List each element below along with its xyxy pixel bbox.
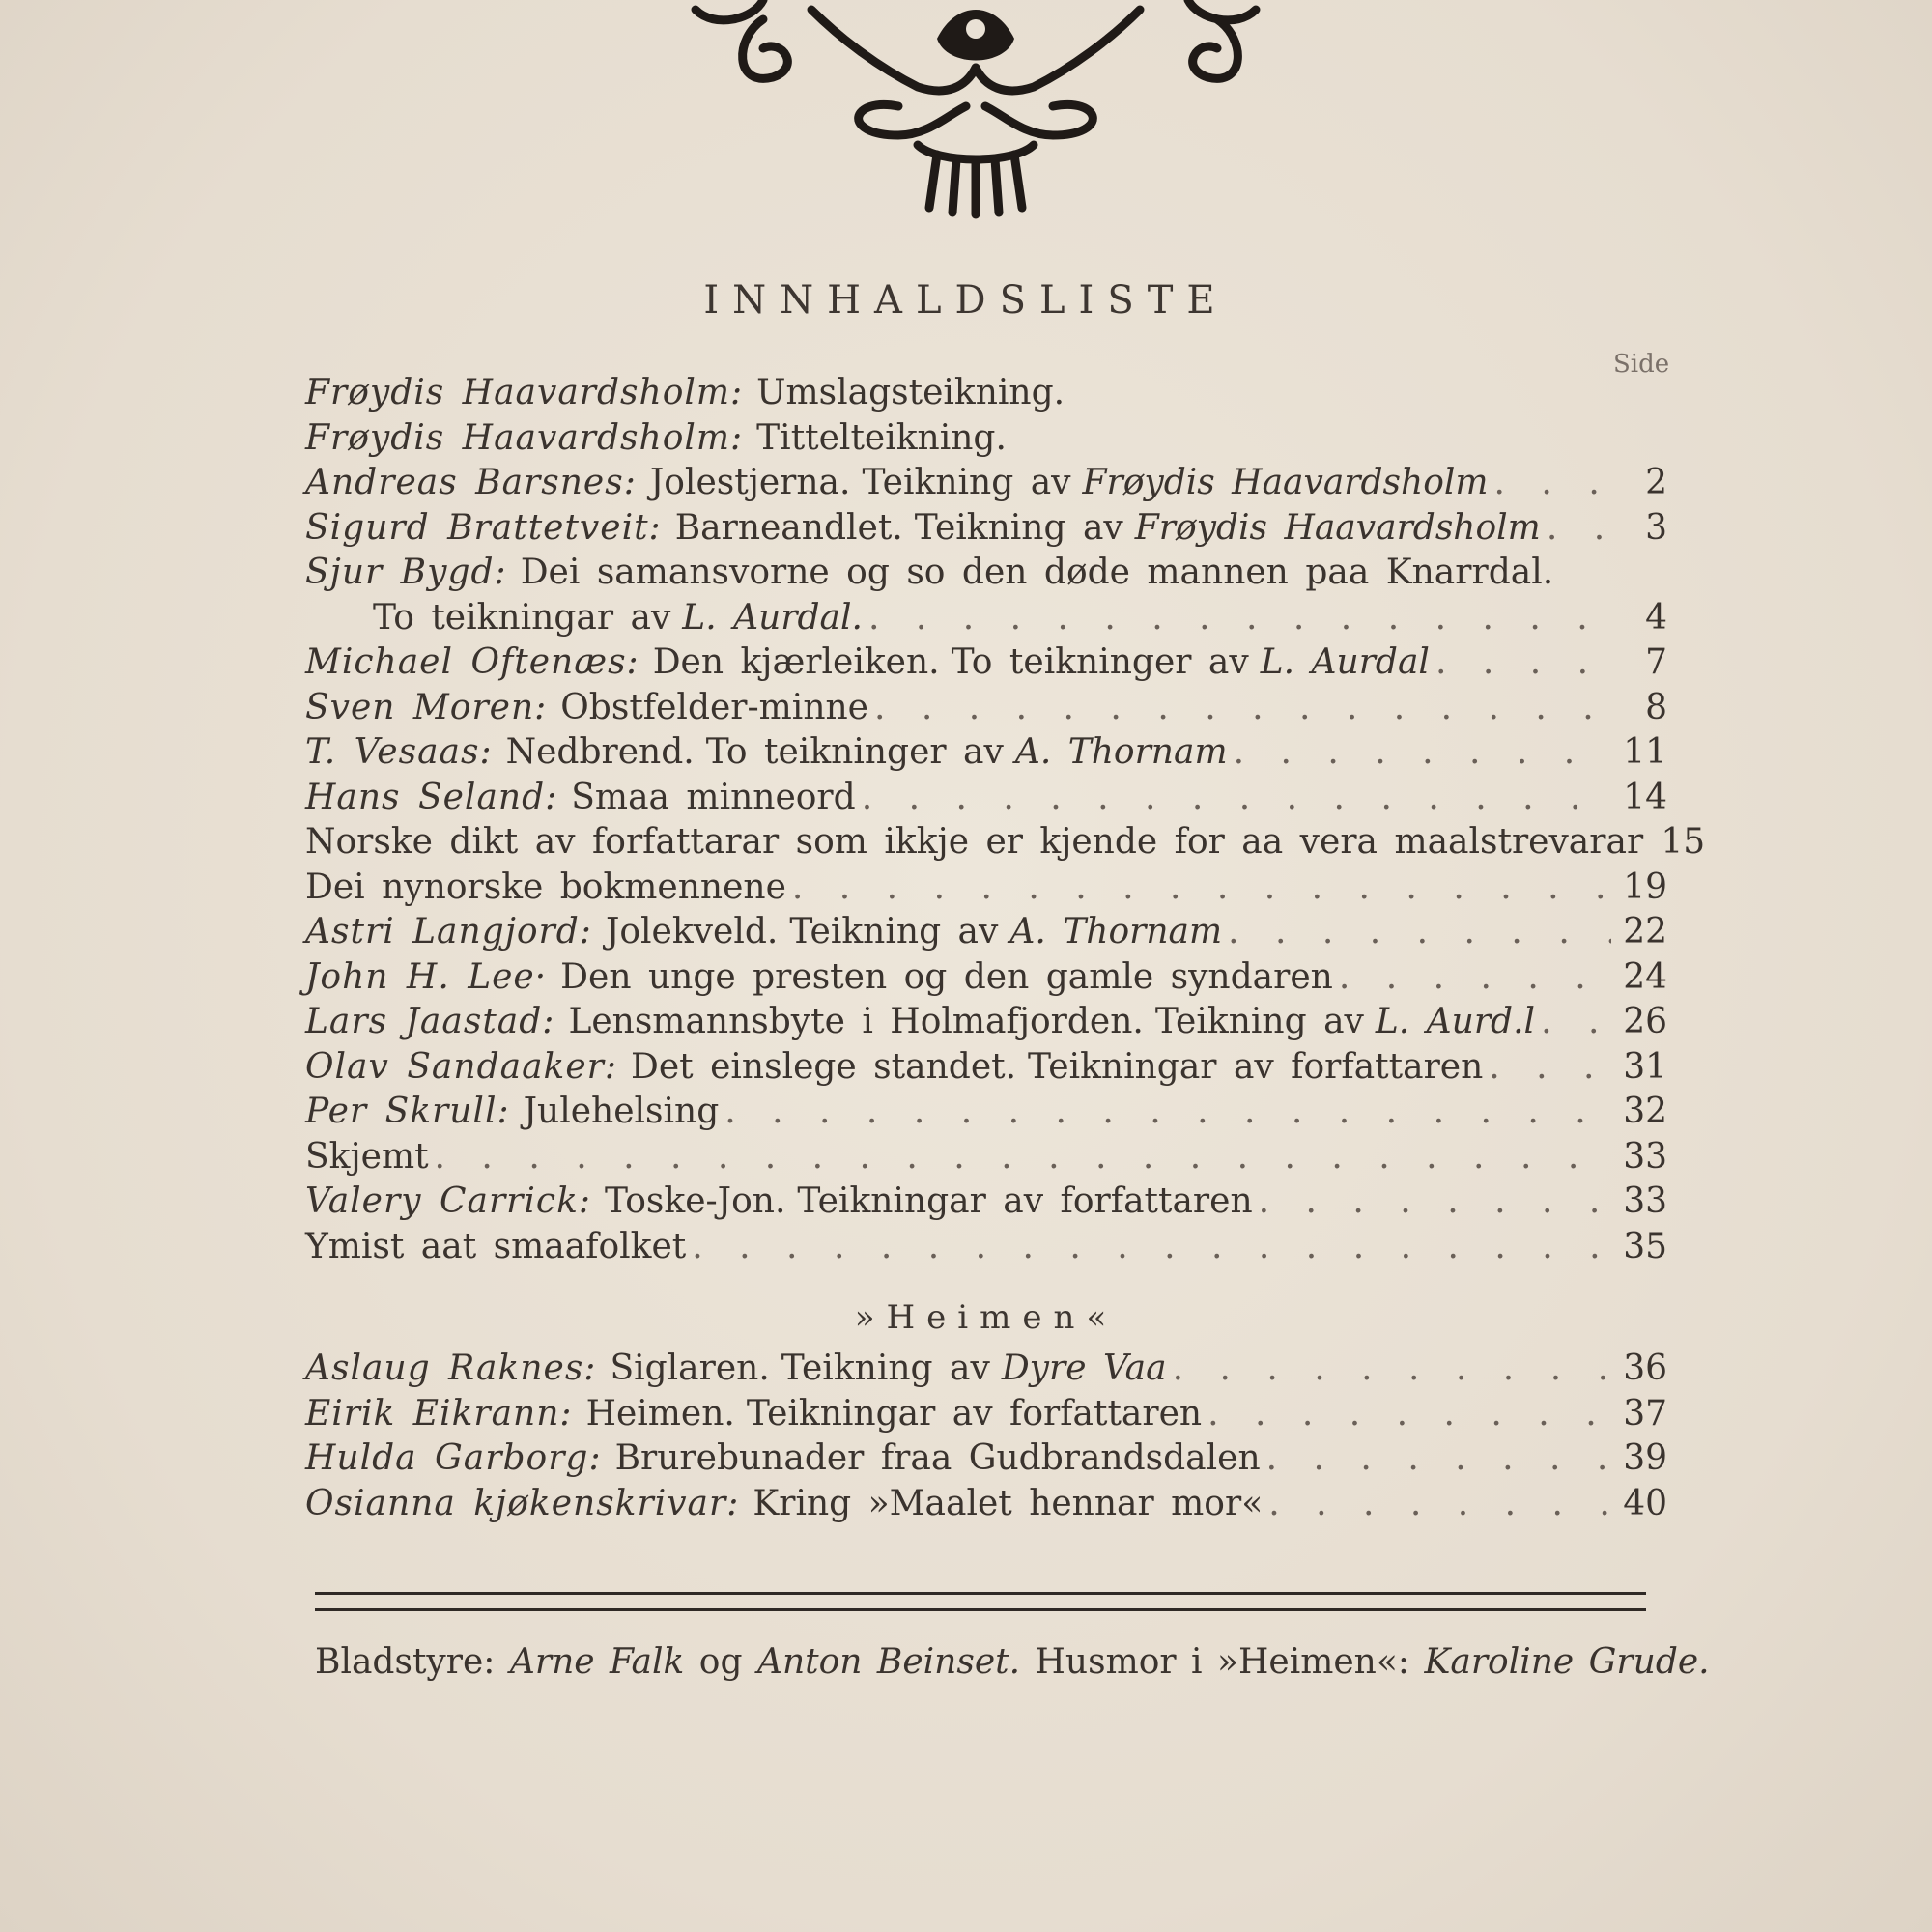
decorative-ornament-icon	[676, 0, 1275, 222]
page-number: 8	[1645, 687, 1667, 727]
toc-entry: Sjur Bygd: Dei samansvorne og so den døde mannen paa Knarrdal.	[305, 553, 1554, 592]
toc-entry: Lars Jaastad: Lensmannsbyte i Holmafjorden. Teikning av L. Aurd.l . . . 26	[305, 1000, 1667, 1045]
dot-leader	[1541, 1000, 1611, 1045]
toc-entry: Aslaug Raknes: Siglaren. Teikning av Dyre Vaa . . . 36	[305, 1347, 1667, 1392]
dot-leader	[1173, 1347, 1611, 1392]
page-column-label: Side	[1613, 350, 1670, 379]
page-number: 37	[1623, 1393, 1667, 1434]
dot-leader	[1208, 1392, 1611, 1437]
dot-leader	[1266, 1436, 1611, 1482]
page-number: 19	[1623, 867, 1667, 907]
page-number: 32	[1623, 1092, 1667, 1131]
toc-entry: Skjemt . . . 33	[305, 1135, 1667, 1180]
toc-entry: Andreas Barsnes: Jolestjerna. Teikning av Frøydis Haavardsholm . . . 2	[305, 461, 1667, 506]
page-number: 33	[1623, 1136, 1667, 1177]
dot-leader	[1494, 461, 1611, 506]
toc-entry: Norske dikt av forfattarar som ikkje er kjende for aa vera maalstrevarar 15	[305, 820, 1667, 866]
dot-leader	[724, 1090, 1611, 1135]
toc-entry: Olav Sandaaker: Det einslege standet. Teikningar av forfattaren . . . 31	[305, 1045, 1667, 1091]
toc-entry: Eirik Eikrann: Heimen. Teikningar av forfattaren . . . 37	[305, 1392, 1667, 1437]
dot-leader	[692, 1225, 1611, 1270]
contents-heading: INNHALDSLISTE	[703, 278, 1229, 323]
toc-entry: Sigurd Brattetveit: Barneandlet. Teikning av Frøydis Haavardsholm . . . 3	[305, 506, 1667, 552]
toc-entry: Osianna kjøkenskrivar: Kring »Maalet hennar mor« . . . 40	[305, 1482, 1667, 1527]
dot-leader	[1259, 1179, 1611, 1225]
page-number: 39	[1623, 1438, 1667, 1478]
dot-leader	[868, 596, 1611, 641]
toc-entry: Frøydis Haavardsholm: Tittelteikning.	[305, 417, 1007, 458]
page-number: 33	[1623, 1181, 1667, 1221]
page-number: 2	[1645, 463, 1667, 502]
page-number: 7	[1645, 642, 1667, 682]
toc-entry: Valery Carrick: Toske-Jon. Teikningar av forfattaren . . . 33	[305, 1179, 1667, 1225]
toc-entry: Per Skrull: Julehelsing . . . 32	[305, 1090, 1667, 1135]
dot-leader	[1234, 730, 1611, 776]
page-number: 3	[1645, 507, 1667, 548]
page-number: 26	[1623, 1002, 1667, 1041]
toc-entry: Astri Langjord: Jolekveld. Teikning av A. Thornam . . . 22	[305, 910, 1667, 955]
dot-leader	[435, 1135, 1611, 1180]
double-rule-divider	[315, 1592, 1646, 1611]
dot-leader	[1547, 506, 1611, 552]
dot-leader	[1268, 1482, 1611, 1527]
table-of-contents	[305, 371, 1706, 1526]
page-number: 11	[1623, 732, 1667, 772]
toc-entry: Michael Oftenæs: Den kjærleiken. To teikninger av L. Aurdal . . . 7	[305, 640, 1667, 686]
toc-entry: Ymist aat smaafolket . . . 35	[305, 1225, 1667, 1270]
page-number: 31	[1623, 1046, 1667, 1087]
dot-leader	[1489, 1045, 1611, 1091]
dot-leader	[874, 686, 1611, 731]
page-number: 24	[1623, 956, 1667, 997]
toc-entry-continuation: To teikningar av L. Aurdal. . . . 4	[305, 596, 1667, 641]
dot-leader	[1228, 910, 1611, 955]
toc-entry: Sven Moren: Obstfelder-minne . . . 8	[305, 686, 1667, 731]
toc-entry: John H. Lee· Den unge presten og den gamle syndaren . . . 24	[305, 955, 1667, 1001]
page-number: 35	[1623, 1226, 1667, 1266]
toc-entry: Dei nynorske bokmennene . . . 19	[305, 866, 1667, 911]
toc-entry: Hans Seland: Smaa minneord . . . 14	[305, 776, 1667, 821]
page-number: 4	[1645, 597, 1667, 638]
toc-entry: Hulda Garborg: Brurebunader fraa Gudbrandsdalen . . . 39	[305, 1436, 1667, 1482]
toc-entry: T. Vesaas: Nedbrend. To teikninger av A. Thornam . . . 11	[305, 730, 1667, 776]
dot-leader	[1435, 640, 1611, 686]
page-number: 14	[1623, 777, 1667, 817]
page-number: 40	[1623, 1483, 1667, 1523]
dot-leader	[792, 866, 1611, 911]
page-number: 36	[1623, 1349, 1667, 1388]
dot-leader	[862, 776, 1611, 821]
editorial-footer: Bladstyre: Arne Falk og Anton Beinset. Husmor i »Heimen«: Karoline Grude.	[315, 1642, 1710, 1682]
section-heading-heimen: »Heimen«	[854, 1298, 1119, 1337]
toc-entry: Frøydis Haavardsholm: Umslagsteikning.	[305, 373, 1065, 412]
page-number: 15	[1661, 822, 1706, 862]
page-number: 22	[1623, 912, 1667, 952]
dot-leader	[1339, 955, 1611, 1001]
